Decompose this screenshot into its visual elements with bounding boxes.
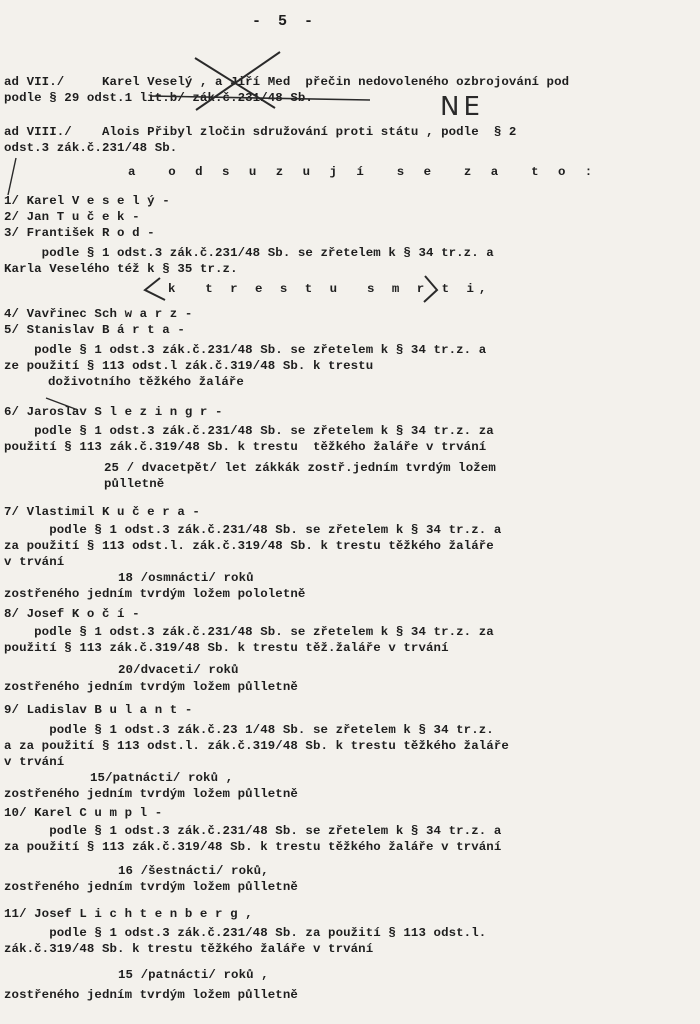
text-line: 20/dvaceti/ roků xyxy=(118,663,239,677)
text-line: zostřeného jedním tvrdým ložem pololetně xyxy=(4,587,306,601)
text-line: doživotního těžkého žaláře xyxy=(48,375,244,389)
text-line: 7/ Vlastimil K u č e r a - xyxy=(4,505,200,519)
text-line: zák.č.319/48 Sb. k trestu těžkého žaláře v trvání xyxy=(4,942,374,956)
text-line: podle § 1 odst.3 zák.č.231/48 Sb. se zřetelem k § 34 tr.z. za xyxy=(4,625,494,639)
text-line: 25 / dvacetpět/ let zákkák zostř.jedním tvrdým ložem xyxy=(104,461,496,475)
text-line: 11/ Josef L i c h t e n b e r g , xyxy=(4,907,253,921)
text-line: podle § 1 odst.3 zák.č.23 1/48 Sb. se zřetelem k § 34 tr.z. xyxy=(4,723,494,737)
text-line: 5/ Stanislav B á r t a - xyxy=(4,323,185,337)
text-line: podle § 1 odst.3 zák.č.231/48 Sb. za použití § 113 odst.l. xyxy=(4,926,487,940)
text-line: 16 /šestnácti/ roků, xyxy=(118,864,269,878)
text-line: ad VIII./ Alois Přibyl zločin sdružování proti státu , podle § 2 xyxy=(4,125,517,139)
text-line: zostřeného jedním tvrdým ložem půlletně xyxy=(4,988,298,1002)
margin-tick xyxy=(8,158,16,195)
text-line: podle § 1 odst.3 zák.č.231/48 Sb. se zřetelem k § 34 tr.z. a xyxy=(4,246,494,260)
text-line: za použití § 113 zák.č.319/48 Sb. k trestu těžkého žaláře v trvání xyxy=(4,840,502,854)
text-line: za použití § 113 odst.l. zák.č.319/48 Sb. k trestu těžkého žaláře xyxy=(4,539,494,553)
text-line: 4/ Vavřinec Sch w a r z - xyxy=(4,307,193,321)
text-line: 3/ František R o d - xyxy=(4,226,155,240)
text-line: a za použití § 113 odst.l. zák.č.319/48 Sb. k trestu těžkého žaláře xyxy=(4,739,509,753)
text-line: 15/patnácti/ roků , xyxy=(90,771,234,785)
text-line: 18 /osmnácti/ roků xyxy=(118,571,254,585)
text-line: 10/ Karel C u m p l - xyxy=(4,806,163,820)
sentence-death: k t r e s t u s m r t i, xyxy=(168,282,492,296)
text-line: zostřeného jedním tvrdým ložem půlletně xyxy=(4,880,298,894)
page-number: - 5 - xyxy=(252,13,318,30)
verdict-heading: a o d s u z u j í s e z a t o : xyxy=(128,165,599,179)
text-line: v trvání xyxy=(4,755,65,769)
text-line: ze použití § 113 odst.l zák.č.319/48 Sb. k trestu xyxy=(4,359,374,373)
text-line: ad VII./ Karel Veselý , a Jiří Med přečin nedovoleného ozbrojování pod xyxy=(4,75,570,89)
text-line: zostřeného jedním tvrdým ložem půlletně xyxy=(4,680,298,694)
text-line: Karla Veselého též k § 35 tr.z. xyxy=(4,262,238,276)
text-line: podle § 1 odst.3 zák.č.231/48 Sb. se zřetelem k § 34 tr.z. a xyxy=(4,824,502,838)
text-line: 2/ Jan T u č e k - xyxy=(4,210,140,224)
text-line: podle § 29 odst.1 lit.b/ zák.č.231/48 Sb. xyxy=(4,91,313,105)
text-line: podle § 1 odst.3 zák.č.231/48 Sb. se zřetelem k § 34 tr.z. za xyxy=(4,424,494,438)
text-line: odst.3 zák.č.231/48 Sb. xyxy=(4,141,178,155)
text-line: 6/ Jaroslav S l e z i n g r - xyxy=(4,405,223,419)
bracket-mark xyxy=(145,278,165,300)
text-line: 15 /patnácti/ roků , xyxy=(118,968,269,982)
text-line: v trvání xyxy=(4,555,65,569)
text-line: použití § 113 zák.č.319/48 Sb. k trestu těž.žaláře v trvání xyxy=(4,641,449,655)
text-line: použití § 113 zák.č.319/48 Sb. k trestu těžkého žaláře v trvání xyxy=(4,440,487,454)
handwritten-note: NE xyxy=(440,92,484,122)
text-line: 1/ Karel V e s e l ý - xyxy=(4,194,170,208)
text-line: půlletně xyxy=(104,477,165,491)
text-line: podle § 1 odst.3 zák.č.231/48 Sb. se zřetelem k § 34 tr.z. a xyxy=(4,523,502,537)
text-line: 9/ Ladislav B u l a n t - xyxy=(4,703,193,717)
text-line: zostřeného jedním tvrdým ložem půlletně xyxy=(4,787,298,801)
text-line: podle § 1 odst.3 zák.č.231/48 Sb. se zřetelem k § 34 tr.z. a xyxy=(4,343,487,357)
text-line: 8/ Josef K o č í - xyxy=(4,607,140,621)
